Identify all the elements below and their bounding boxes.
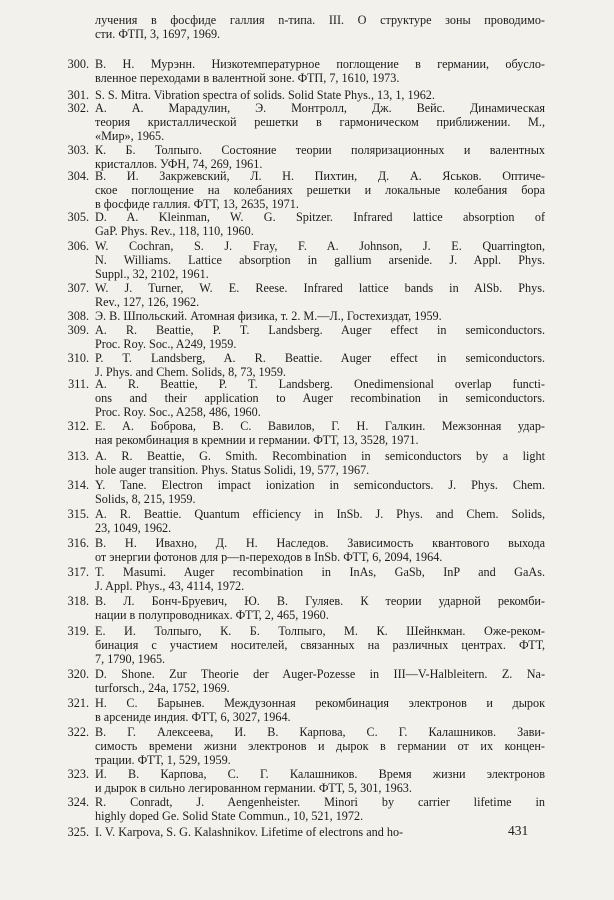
reference-number: 300. bbox=[67, 57, 89, 71]
reference-number: 310. bbox=[67, 351, 89, 365]
reference-line: turforsch., 24a, 1752, 1969. bbox=[95, 682, 230, 695]
reference-line: A. R. Beattie, P. T. Landsberg. Onedimensional overlap functi- bbox=[95, 378, 545, 391]
reference-number: 320. bbox=[67, 667, 89, 681]
reference-number: 313. bbox=[67, 449, 89, 463]
reference-number: 304. bbox=[67, 169, 89, 183]
reference-line: I. V. Karpova, S. G. Kalashnikov. Lifetime of electrons and ho- bbox=[95, 826, 404, 839]
reference-number: 309. bbox=[67, 323, 89, 337]
reference-line: Solids, 8, 215, 1959. bbox=[95, 493, 196, 506]
reference-number: 325. bbox=[67, 825, 89, 839]
reference-number: 306. bbox=[67, 239, 89, 253]
reference-line: сти. ФТП, 3, 1697, 1969. bbox=[95, 28, 221, 41]
reference-line: A. R. Beattie. Quantum efficiency in InSb. J. Phys. and Chem. Solids, bbox=[95, 508, 545, 521]
reference-number: 323. bbox=[67, 767, 89, 781]
reference-number: 319. bbox=[67, 624, 89, 638]
reference-line: кристаллов. УФН, 74, 269, 1961. bbox=[95, 158, 263, 171]
reference-number: 305. bbox=[67, 210, 89, 224]
reference-number: 318. bbox=[67, 594, 89, 608]
reference-line: бинация с участием носителей, связанных на различных центрах. ФТТ, bbox=[95, 639, 545, 652]
reference-number: 314. bbox=[67, 478, 89, 492]
page-number: 431 bbox=[508, 823, 529, 838]
reference-line: в арсениде индия. ФТТ, 6, 3027, 1964. bbox=[95, 711, 291, 724]
reference-number: 316. bbox=[67, 536, 89, 550]
reference-line: Е. А. Боброва, В. С. Вавилов, Г. Н. Галкин. Межзонная удар- bbox=[95, 420, 545, 433]
reference-line: трации. ФТТ, 1, 529, 1959. bbox=[95, 754, 231, 767]
reference-line: от энергии фотонов для p—n-переходов в InSb. ФТТ, 6, 2094, 1964. bbox=[95, 551, 443, 564]
reference-line: hole auger transition. Phys. Status Solidi, 19, 577, 1967. bbox=[95, 464, 370, 477]
reference-line: теория кристаллической решетки в гармоническом приближении. М., bbox=[95, 116, 545, 129]
reference-line: W. Cochran, S. J. Fray, F. A. Johnson, J. E. Quarrington, bbox=[95, 240, 545, 253]
reference-line: J. Phys. and Chem. Solids, 8, 73, 1959. bbox=[95, 366, 286, 379]
reference-line: J. Appl. Phys., 43, 4114, 1972. bbox=[95, 580, 245, 593]
reference-number: 324. bbox=[67, 795, 89, 809]
reference-line: P. T. Landsberg, A. R. Beattie. Auger effect in semiconductors. bbox=[95, 352, 545, 365]
reference-line: В. Н. Мурэнн. Низкотемпературное поглощение в германии, обусло- bbox=[95, 58, 545, 71]
reference-line: T. Masumi. Auger recombination in InAs, GaSb, InP and GaAs. bbox=[95, 566, 545, 579]
reference-line: highly doped Ge. Solid State Commun., 10, 521, 1972. bbox=[95, 810, 364, 823]
reference-line: N. Williams. Lattice absorption in gallium arsenide. J. Appl. Phys. bbox=[95, 254, 545, 267]
reference-number: 317. bbox=[67, 565, 89, 579]
reference-line: И. В. Карпова, С. Г. Калашников. Время жизни электронов bbox=[95, 768, 545, 781]
reference-line: A. R. Beattie, G. Smith. Recombination in semiconductors by a light bbox=[95, 450, 545, 463]
reference-number: 303. bbox=[67, 143, 89, 157]
reference-number: 315. bbox=[67, 507, 89, 521]
reference-number: 301. bbox=[67, 88, 89, 102]
reference-line: ons and their application to Auger recombination in semiconductors. bbox=[95, 392, 545, 405]
reference-line: В. Л. Бонч-Бруевич, Ю. В. Гуляев. К теории ударной рекомби- bbox=[95, 595, 545, 608]
reference-line: В. И. Закржевский, Л. Н. Пихтин, Д. А. Яськов. Оптиче- bbox=[95, 170, 545, 183]
reference-line: Э. В. Шпольский. Атомная физика, т. 2. М.—Л., Гостехиздат, 1959. bbox=[95, 310, 442, 323]
reference-line: A. R. Beattie, P. T. Landsberg. Auger effect in semiconductors. bbox=[95, 324, 545, 337]
reference-line: Rev., 127, 126, 1962. bbox=[95, 296, 200, 309]
reference-number: 311. bbox=[68, 377, 89, 391]
reference-line: W. J. Turner, W. E. Reese. Infrared lattice bands in AlSb. Phys. bbox=[95, 282, 545, 295]
reference-line: В. Н. Ивахно, Д. Н. Наследов. Зависимость квантового выхода bbox=[95, 537, 545, 550]
reference-number: 307. bbox=[67, 281, 89, 295]
reference-number: 322. bbox=[67, 725, 89, 739]
reference-line: 7, 1790, 1965. bbox=[95, 653, 166, 666]
reference-line: GaP. Phys. Rev., 118, 110, 1960. bbox=[95, 225, 254, 238]
reference-number: 308. bbox=[67, 309, 89, 323]
reference-line: R. Conradt, J. Aengenheister. Minori by carrier lifetime in bbox=[95, 796, 545, 809]
reference-line: 23, 1049, 1962. bbox=[95, 522, 172, 535]
reference-number: 312. bbox=[67, 419, 89, 433]
reference-line: нации в полупроводниках. ФТТ, 2, 465, 1960. bbox=[95, 609, 329, 622]
reference-line: Proc. Roy. Soc., A258, 486, 1960. bbox=[95, 406, 261, 419]
reference-line: К. Б. Толпыго. Состояние теории поляризационных и валентных bbox=[95, 144, 545, 157]
reference-line: ское поглощение на колебаниях решетки и локальные колебания бора bbox=[95, 184, 545, 197]
reference-line: «Мир», 1965. bbox=[95, 130, 165, 143]
reference-line: в фосфиде галлия. ФТТ, 13, 2635, 1971. bbox=[95, 198, 299, 211]
reference-line: А. А. Марадулин, Э. Монтролл, Дж. Вейс. Динамическая bbox=[95, 102, 545, 115]
reference-line: лучения в фосфиде галлия n-типа. III. О структуре зоны проводимо- bbox=[95, 14, 545, 27]
reference-line: Suppl., 32, 2102, 1961. bbox=[95, 268, 209, 281]
reference-line: S. S. Mitra. Vibration spectra of solids. Solid State Phys., 13, 1, 1962. bbox=[95, 89, 435, 102]
reference-line: Y. Tane. Electron impact ionization in semiconductors. J. Phys. Chem. bbox=[95, 479, 545, 492]
reference-number: 302. bbox=[67, 101, 89, 115]
reference-number: 321. bbox=[67, 696, 89, 710]
reference-line: Е. И. Толпыго, К. Б. Толпыго, М. К. Шейнкман. Оже-реком- bbox=[95, 625, 545, 638]
reference-line: симость времени жизни электронов и дырок в германии от их концен- bbox=[95, 740, 545, 753]
reference-line: вленное переходами в валентной зоне. ФТП, 7, 1610, 1973. bbox=[95, 72, 400, 85]
reference-line: D. A. Kleinman, W. G. Spitzer. Infrared lattice absorption of bbox=[95, 211, 545, 224]
reference-line: Proc. Roy. Soc., A249, 1959. bbox=[95, 338, 237, 351]
reference-line: ная рекомбинация в кремнии и германии. ФТТ, 13, 3528, 1971. bbox=[95, 434, 419, 447]
reference-line: и дырок в сильно легированном германии. ФТТ, 5, 301, 1963. bbox=[95, 782, 412, 795]
reference-line: В. Г. Алексеева, И. В. Карпова, С. Г. Калашников. Зави- bbox=[95, 726, 545, 739]
reference-line: D. Shone. Zur Theorie der Auger-Pozesse in III—V-Halbleitern. Z. Na- bbox=[95, 668, 545, 681]
reference-line: Н. С. Барынев. Междузонная рекомбинация электронов и дырок bbox=[95, 697, 545, 710]
